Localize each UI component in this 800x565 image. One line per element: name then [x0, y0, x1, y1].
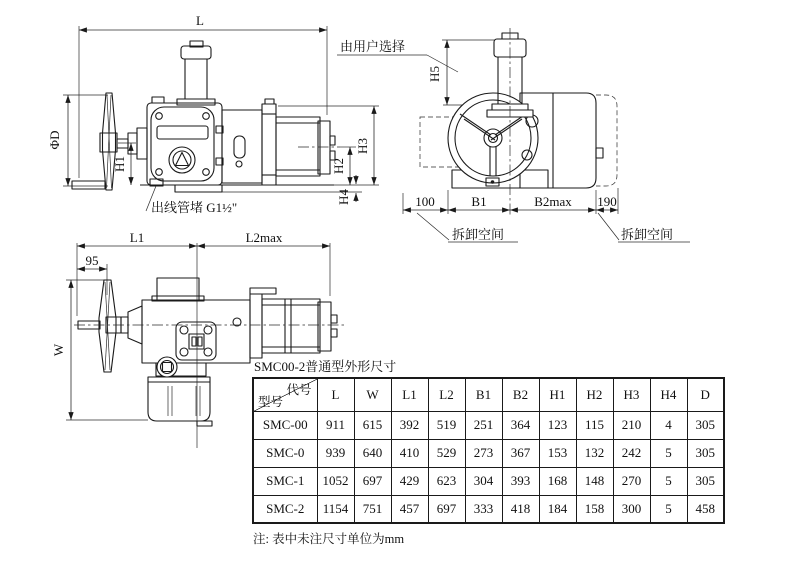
col-header: H1 — [539, 378, 576, 411]
outlet-callout-label: 出线管堵 G1½" — [151, 200, 238, 215]
table-cell: 168 — [539, 467, 576, 495]
table-cell: 270 — [613, 467, 650, 495]
col-header: H2 — [576, 378, 613, 411]
motor-top — [250, 288, 337, 358]
model-cell: SMC-1 — [253, 467, 317, 495]
actuator-top-body — [142, 278, 250, 426]
dim-label-H1: H1 — [112, 156, 127, 172]
table-cell: 519 — [428, 411, 465, 439]
table-cell: 273 — [465, 439, 502, 467]
dim-label-H4: H4 — [336, 189, 351, 205]
side-view — [47, 13, 379, 215]
model-cell: SMC-2 — [253, 495, 317, 523]
table-cell: 418 — [502, 495, 539, 523]
dimension-table — [252, 377, 725, 524]
col-header: L — [317, 378, 354, 411]
col-header: B2 — [502, 378, 539, 411]
table-row — [253, 439, 724, 467]
table-cell: 300 — [613, 495, 650, 523]
table-cell: 697 — [428, 495, 465, 523]
dim-label-190: 190 — [597, 194, 617, 209]
col-header: H3 — [613, 378, 650, 411]
dim-label-L: L — [196, 13, 204, 28]
table-cell: 123 — [539, 411, 576, 439]
table-cell: 939 — [317, 439, 354, 467]
table-corner-cell — [253, 378, 317, 411]
table-cell: 5 — [650, 495, 687, 523]
table-row — [253, 411, 724, 439]
col-header: D — [687, 378, 724, 411]
col-header: L2 — [428, 378, 465, 411]
dim-label-L2max: L2max — [245, 230, 283, 245]
table-cell: 304 — [465, 467, 502, 495]
table-cell: 305 — [687, 439, 724, 467]
table-cell: 158 — [576, 495, 613, 523]
table-cell: 393 — [502, 467, 539, 495]
dimension-table-section — [252, 356, 725, 547]
motor-flange — [262, 99, 276, 185]
dim-label-phiD: ΦD — [47, 130, 62, 150]
table-cell: 333 — [465, 495, 502, 523]
dim-label-B1: B1 — [471, 194, 487, 209]
table-cell: 5 — [650, 467, 687, 495]
table-cell: 615 — [354, 411, 391, 439]
front-view — [337, 28, 690, 242]
table-cell: 410 — [391, 439, 428, 467]
motor-column — [177, 41, 215, 105]
removal-space-right-box — [596, 95, 617, 186]
corner-model-label: 型号 — [258, 394, 284, 409]
col-header: B1 — [465, 378, 502, 411]
gear-section — [216, 110, 262, 183]
table-cell: 210 — [613, 411, 650, 439]
table-cell: 1052 — [317, 467, 354, 495]
col-header: W — [354, 378, 391, 411]
handwheel-top — [78, 280, 142, 372]
table-cell: 153 — [539, 439, 576, 467]
dim-label-H5: H5 — [427, 66, 442, 82]
table-cell: 458 — [687, 495, 724, 523]
table-title: SMC00-2普通型外形尺寸 — [254, 359, 397, 374]
corner-code-label: 代号 — [286, 383, 312, 397]
dim-label-95: 95 — [85, 253, 99, 268]
table-cell: 367 — [502, 439, 539, 467]
table-cell: 623 — [428, 467, 465, 495]
input-shaft — [117, 128, 147, 159]
col-header: H4 — [650, 378, 687, 411]
table-cell: 305 — [687, 467, 724, 495]
dim-label-100: 100 — [415, 194, 435, 209]
dim-label-L1: L1 — [129, 230, 145, 245]
table-cell: 392 — [391, 411, 428, 439]
table-cell: 184 — [539, 495, 576, 523]
table-cell: 364 — [502, 411, 539, 439]
table-cell: 457 — [391, 495, 428, 523]
table-cell: 305 — [687, 411, 724, 439]
model-cell: SMC-0 — [253, 439, 317, 467]
dim-label-B2max: B2max — [534, 194, 572, 209]
dim-label-H2: H2 — [331, 158, 346, 174]
col-header: L1 — [391, 378, 428, 411]
table-cell: 911 — [317, 411, 354, 439]
terminal-housing — [148, 377, 210, 421]
table-cell: 640 — [354, 439, 391, 467]
table-cell: 697 — [354, 467, 391, 495]
table-cell: 5 — [650, 439, 687, 467]
user-select-label: 由用户选择 — [340, 39, 406, 54]
dim-label-W: W — [51, 343, 66, 357]
table-cell: 429 — [391, 467, 428, 495]
table-cell: 148 — [576, 467, 613, 495]
removal-space-right-label: 拆卸空间 — [621, 227, 674, 242]
table-row — [253, 467, 724, 495]
table-cell: 115 — [576, 411, 613, 439]
dim-label-H3: H3 — [355, 138, 370, 154]
table-cell: 1154 — [317, 495, 354, 523]
table-cell: 242 — [613, 439, 650, 467]
indicator-triangle-icon — [176, 153, 189, 166]
mounting-foot — [175, 185, 222, 192]
model-cell: SMC-00 — [253, 411, 317, 439]
removal-space-left-label: 拆卸空间 — [452, 227, 505, 242]
table-cell: 132 — [576, 439, 613, 467]
table-note: 注: 表中未注尺寸单位为mm — [253, 532, 405, 546]
table-header-row — [253, 378, 724, 411]
table-cell: 251 — [465, 411, 502, 439]
table-cell: 751 — [354, 495, 391, 523]
gearbox-body — [147, 97, 222, 186]
table-cell: 4 — [650, 411, 687, 439]
table-cell: 529 — [428, 439, 465, 467]
table-row — [253, 495, 724, 523]
